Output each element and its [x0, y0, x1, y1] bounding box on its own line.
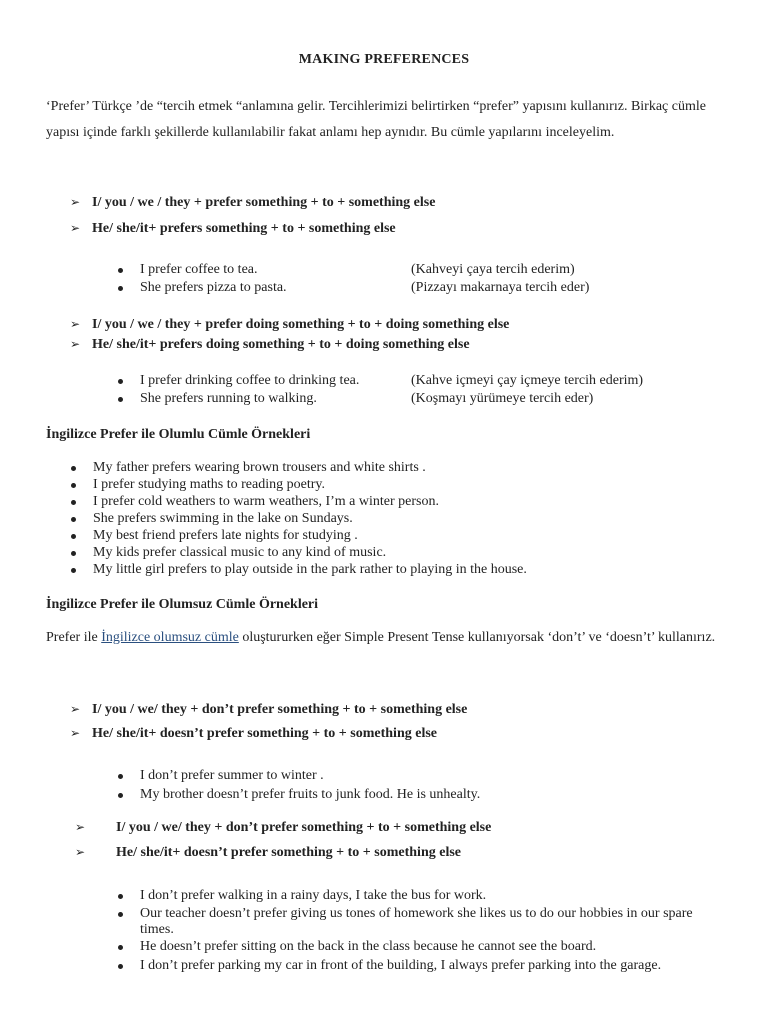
bullet-dot-icon: [118, 379, 123, 384]
negative-paragraph: Prefer ile İngilizce olumsuz cümle oluştururken eğer Simple Present Tense kullanıyorsak ‘don’t’ ve ‘doesn’t’ kullanırız.: [46, 630, 716, 645]
arrow-bullet-icon: ➢: [70, 726, 81, 740]
document-title: MAKING PREFERENCES: [298, 52, 470, 67]
arrow-bullet-icon: ➢: [70, 702, 81, 716]
bullet-dot-icon: [118, 774, 123, 779]
example-item: I don’t prefer summer to winter .: [140, 768, 324, 784]
example-item: She prefers pizza to pasta.: [140, 280, 287, 296]
arrow-bullet-icon: ➢: [70, 337, 81, 351]
list-item: I prefer studying maths to reading poetry.: [93, 477, 325, 493]
bullet-dot-icon: [118, 397, 123, 402]
list-item: My best friend prefers late nights for studying .: [93, 528, 358, 544]
bullet-dot-icon: [71, 500, 76, 505]
example-item: She prefers running to walking.: [140, 391, 317, 407]
example-translation: (Kahve içmeyi çay içmeye tercih ederim): [411, 373, 644, 388]
list-item: My little girl prefers to play outside in the park rather to playing in the house.: [93, 562, 527, 578]
rule-line: ➢ He/ she/it+ prefers doing something + to + doing something else: [70, 337, 470, 352]
section-heading-positive: İngilizce Prefer ile Olumlu Cümle Örnekleri: [46, 427, 311, 442]
arrow-bullet-icon: ➢: [70, 317, 81, 331]
example-translation: (Pizzayı makarnaya tercih eder): [411, 280, 590, 295]
example-item: I prefer coffee to tea.: [140, 262, 258, 278]
example-item: I prefer drinking coffee to drinking tea.: [140, 373, 359, 389]
list-item: My kids prefer classical music to any kind of music.: [93, 545, 386, 561]
example-translation: (Kahveyi çaya tercih ederim): [411, 262, 575, 277]
rule-line: ➢ He/ she/it+ doesn’t prefer something + to + something else: [70, 726, 437, 741]
bullet-dot-icon: [118, 894, 123, 899]
example-item: He doesn’t prefer sitting on the back in the class because he cannot see the board.: [140, 939, 596, 955]
bullet-dot-icon: [71, 568, 76, 573]
arrow-bullet-icon: ➢: [70, 221, 81, 235]
rule-line: ➢ I/ you / we / they + prefer doing something + to + doing something else: [70, 317, 510, 332]
rule-line: ➢ I/ you / we / they + prefer something + to + something else: [70, 195, 436, 210]
example-item: My brother doesn’t prefer fruits to junk food. He is unhealty.: [140, 787, 480, 803]
bullet-dot-icon: [118, 286, 123, 291]
rule-line: ➢ I/ you / we/ they + don’t prefer something + to + something else: [70, 702, 468, 717]
list-item: I prefer cold weathers to warm weathers, I’m a winter person.: [93, 494, 439, 510]
example-item: I don’t prefer parking my car in front of the building, I always prefer parking into the garage.: [140, 958, 661, 974]
rule-line: ➢ He/ she/it+ prefers something + to + something else: [70, 221, 396, 236]
olumsuz-cumle-link[interactable]: İngilizce olumsuz cümle: [101, 630, 239, 645]
bullet-dot-icon: [118, 945, 123, 950]
intro-paragraph: ‘Prefer’ Türkçe ’de “tercih etmek “anlamına gelir. Tercihlerimizi belirtirken “prefer” yapısını kullanırız. Birkaç cümle yapısı içinde farklı şekillerde kullanılabilir fakat anlamı hep aynıdır. Bu cümle yapılarını inceleyelim.: [46, 99, 706, 140]
example-item: Our teacher doesn’t prefer giving us tones of homework she likes us to do our hobbies in our spare times.: [140, 906, 725, 938]
rule-line: ➢ He/ she/it+ doesn’t prefer something + to + something else: [75, 845, 461, 860]
bullet-dot-icon: [118, 912, 123, 917]
bullet-dot-icon: [118, 964, 123, 969]
rule-line: ➢ I/ you / we/ they + don’t prefer something + to + something else: [75, 820, 492, 835]
list-item: My father prefers wearing brown trousers and white shirts .: [93, 460, 426, 476]
section-heading-negative: İngilizce Prefer ile Olumsuz Cümle Örnekleri: [46, 597, 319, 612]
arrow-bullet-icon: ➢: [75, 820, 86, 834]
bullet-dot-icon: [71, 534, 76, 539]
bullet-dot-icon: [71, 517, 76, 522]
arrow-bullet-icon: ➢: [70, 195, 81, 209]
bullet-dot-icon: [118, 268, 123, 273]
bullet-dot-icon: [71, 551, 76, 556]
arrow-bullet-icon: ➢: [75, 845, 86, 859]
bullet-dot-icon: [71, 483, 76, 488]
example-translation: (Koşmayı yürümeye tercih eder): [411, 391, 594, 406]
bullet-dot-icon: [118, 793, 123, 798]
example-item: I don’t prefer walking in a rainy days, I take the bus for work.: [140, 888, 486, 904]
bullet-dot-icon: [71, 466, 76, 471]
list-item: She prefers swimming in the lake on Sundays.: [93, 511, 353, 527]
